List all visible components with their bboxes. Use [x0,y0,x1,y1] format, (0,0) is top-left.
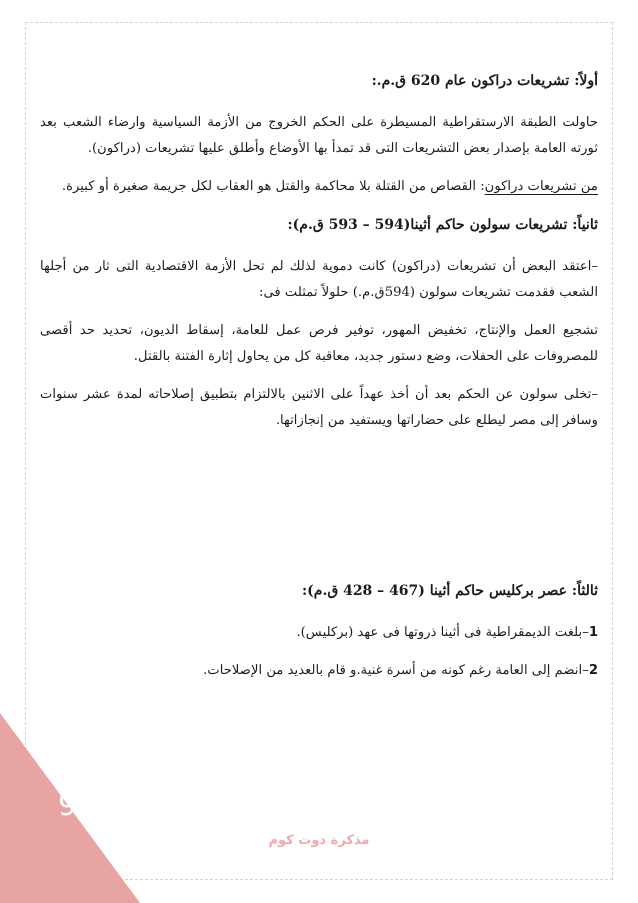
list-item-text: –بلغت الديمقراطية فى أثينا ذروتها فى عهد (بركليس). [296,625,589,640]
draco-laws-lead: من تشريعات دراكون [484,179,598,194]
page-number: 97 [58,788,99,823]
heading-text: أولاً: تشريعات دراكون عام 620 ق.م.: [371,73,598,89]
list-item-pericles-1 [40,620,598,646]
draco-laws-text: : القصاص من القتلة بلا محاكمة والقتل هو العقاب لكل جريمة صغيرة أو كبيرة. [61,179,485,194]
section-heading-pericles [40,578,598,604]
paragraph-draco-intro: حاولت الطبقة الارستقراطية المسيطرة على الحكم الخروج من الأزمة السياسية وارضاء الشعب بعد ثورته العامة بإصدار بعض التشريعات التى قد تمدأ بها الأوضاع وأطلق عليها تشريعات (دراكون). [40,115,598,156]
section-heading-draco [40,68,598,94]
list-number: 1 [588,625,598,640]
list-item-text: –انضم إلى العامة رغم كونه من أسرة غنية.و قام بالعديد من الإصلاحات. [203,663,589,678]
blank-space [40,446,598,578]
paragraph-solon-departure: –تخلى سولون عن الحكم بعد أن أخذ عهداً على الاثنين بالالتزام بتطبيق إصلاحاته لمدة عشر سنوات وسافر إلى مصر ليطلع على حضاراتها ويستفيد من إنجازاتها. [40,387,598,428]
paragraph-draco-laws [40,174,598,200]
list-item-pericles-2 [40,658,598,684]
document-body [40,68,598,696]
heading-text: ثانياً: تشريعات سولون حاكم أثينا(594 – 593 ق.م): [287,217,598,233]
paragraph-solon-reforms: تشجيع العمل والإنتاج، تخفيض المهور، توفير فرص عمل للعامة، إسقاط الديون، تحديد حد أقصى للمصروفات على الحفلات، وضع دستور جديد، معاقبة كل من يحاول إثارة الفتنة بالقتل. [40,323,598,364]
list-number: 2 [588,663,598,678]
section-heading-solon [40,212,598,238]
heading-text: ثالثاً: عصر بركليس حاكم أثينا (467 – 428 ق.م): [302,583,598,599]
footer-brand-logo: مذكرة دوت كوم [268,833,370,848]
paragraph-solon-intro: –اعتقد البعض أن تشريعات (دراكون) كانت دموية لذلك لم تحل الأزمة الاقتصادية التى ثار من أجلها الشعب فقدمت تشريعات سولون (594ق.م.) حلولاً تمثلت فى: [40,259,598,300]
